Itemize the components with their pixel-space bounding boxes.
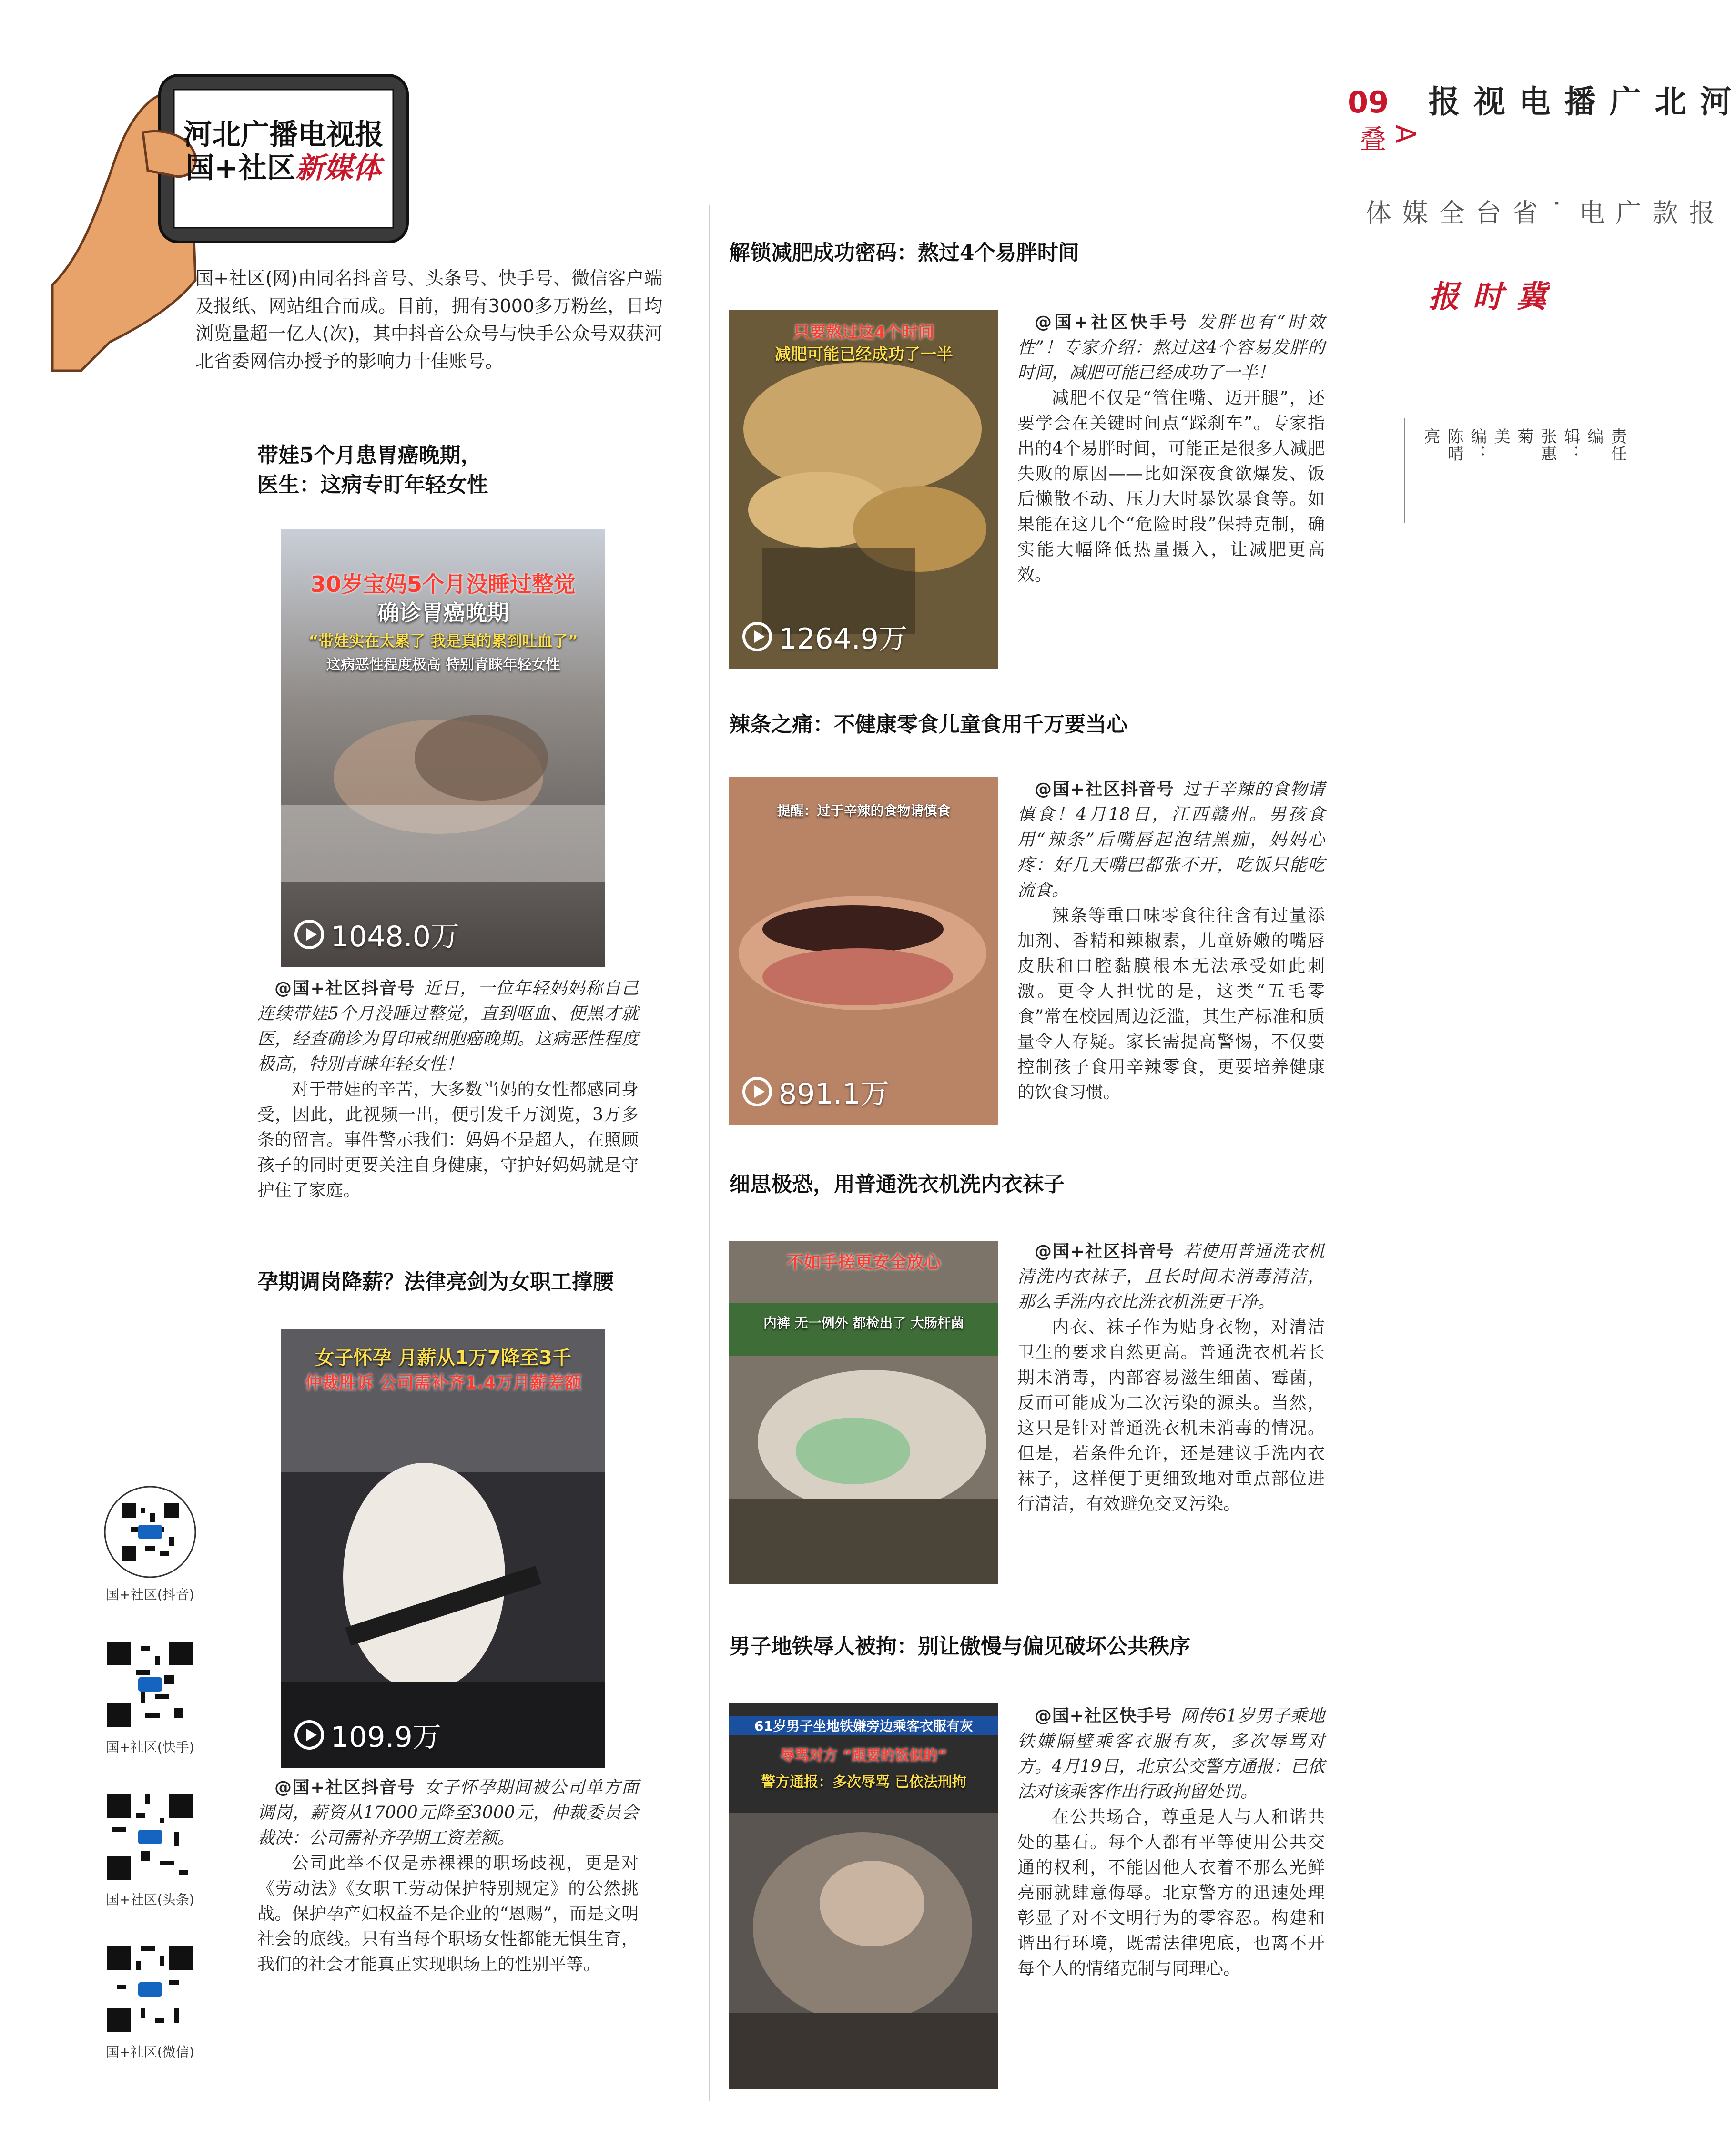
brand-line-2a: 国+社区 — [185, 152, 296, 185]
article-6-video-thumbnail[interactable] — [729, 1703, 998, 2089]
article-3-video-thumbnail[interactable] — [729, 310, 998, 669]
view-count — [294, 914, 459, 955]
column-divider — [709, 205, 710, 2101]
qr-code-icon — [102, 1789, 198, 1885]
thumbnail-title-1: 只要熬过这4个时间 — [793, 323, 934, 342]
thumbnail-image — [729, 1241, 998, 1584]
article-4-video-thumbnail[interactable] — [729, 777, 998, 1125]
thumbnail-subtitle-1: “带娃实在太累了 我是真的累到吐血了” — [308, 632, 578, 650]
view-count-text: 1048.0万 — [331, 920, 459, 953]
thumbnail-title-1: 30岁宝妈5个月没睡过整觉 — [310, 571, 576, 597]
page-number: 09 — [1348, 85, 1389, 120]
article-2-video-thumbnail[interactable] — [281, 1329, 605, 1768]
article-6-paragraph: 在公共场合，尊重是人与人和谐共处的基石。每个人都有平等使用公共交通的权利，不能因他人衣着不那么光鲜亮丽就肆意侮辱。北京警方的迅速处理彰显了对不文明行为的零容忍。构建和谐出行环境，既需法律兜底，也离不开每个人的情绪克制与同理心。 — [1017, 1807, 1325, 1978]
qr-toutiao[interactable] — [102, 1789, 200, 1908]
view-count-text: 1264.9万 — [779, 622, 907, 656]
view-count — [742, 1071, 889, 1112]
column-label: A叠 — [1355, 125, 1421, 153]
thumbnail-title-2: 确诊胃癌晚期 — [377, 600, 509, 626]
article-2-source: @国+社区抖音号 — [274, 1778, 416, 1797]
article-1-lead: 近日，一位年轻妈妈称自己连续带娃5个月没睡过整觉，直到呕血、便黑才就医，经查确诊为胃印戒细胞癌晚期。这病恶性程度极高，特别青睐年轻女性！ — [257, 979, 639, 1074]
intro-text: 国+社区(网)由同名抖音号、头条号、快手号、微信客户端及报纸、网站组合而成。目前，拥有3000多万粉丝，日均浏览量超一亿人(次)，其中抖音公众号与快手公众号双获河北省委网信办授予的影响力十佳账号。 — [195, 268, 662, 372]
thumbnail-title-2: 内裤 无一例外 都检出了 大肠杆菌 — [763, 1315, 964, 1331]
qr-code-icon — [102, 1637, 198, 1732]
article-6-headline: 男子地铁辱人被拘：别让傲慢与偏见破坏公共秩序 — [729, 1634, 1190, 1659]
article-3-paragraph: 减肥不仅是“管住嘴、迈开腿”，还要学会在关键时间点“踩刹车”。专家指出的4个易胖时间，可能正是很多人减肥失败的原因——比如深夜食欲爆发、饭后懒散不动、压力大时暴饮暴食等。如果能在这几个“危险时段”保持克制，确实能大幅降低热量摄入，让减肥更高效。 — [1017, 388, 1325, 585]
play-icon — [742, 1077, 772, 1106]
qr-label: 国+社区(微信) — [106, 2044, 194, 2060]
qr-kuaishou[interactable] — [102, 1637, 200, 1756]
qr-wechat[interactable] — [102, 1942, 200, 2061]
article-3-headline: 解锁减肥成功密码：熬过4个易胖时间 — [729, 241, 1079, 265]
article-5-source: @国+社区抖音号 — [1035, 1242, 1175, 1261]
qr-label: 国+社区(头条) — [106, 1892, 194, 1907]
article-5-paragraph: 内衣、袜子作为贴身衣物，对清洁卫生的要求自然更高。普通洗衣机若长期未消毒，内部容易滋生细菌、霉菌，反而可能成为二次污染的源头。当然，这只是针对普通洗衣机未消毒的情况。但是，若条件允许，还是建议手洗内衣袜子，这样便于更细致地对重点部位进行清洁，有效避免交叉污染。 — [1017, 1318, 1325, 1514]
thumbnail-title-1: 提醒：过于辛辣的食物请慎食 — [777, 803, 951, 819]
view-count — [742, 616, 907, 657]
article-1-body — [257, 976, 639, 1203]
qr-code-icon — [102, 1942, 198, 2037]
article-3-body — [1017, 310, 1325, 588]
brand-line-2b: 新媒体 — [295, 152, 382, 185]
thumbnail-title-1: 61岁男子坐地铁嫌旁边乘客衣服有灰 — [729, 1716, 998, 1735]
play-icon — [294, 920, 324, 949]
thumbnail-image — [281, 1329, 605, 1768]
article-1-source: @国+社区抖音号 — [274, 979, 416, 998]
thumbnail-title-1: 不如手搓更安全放心 — [786, 1253, 941, 1272]
view-count — [294, 1714, 441, 1755]
article-5-lead: 若使用普通洗衣机清洗内衣袜子，且长时间未消毒清洁，那么手洗内衣比洗衣机洗更干净。 — [1017, 1242, 1325, 1312]
qr-label: 国+社区(抖音) — [106, 1587, 194, 1602]
article-4-lead: 过于辛辣的食物请慎食！4月18日，江西赣州。男孩食用“辣条”后嘴唇起泡结黑痂，妈妈心疼：好几天嘴巴都张不开，吃饭只能吃流食。 — [1017, 780, 1325, 900]
thumbnail-title-2: 辱骂对方 “跟要的饭似的” — [780, 1747, 947, 1764]
article-3-source: @国+社区快手号 — [1035, 313, 1189, 332]
article-5-video-thumbnail[interactable] — [729, 1241, 998, 1584]
play-icon — [742, 622, 772, 651]
article-6-source: @国+社区快手号 — [1035, 1706, 1172, 1726]
article-2-headline: 孕期调岗降薪？法律亮剑为女职工撑腰 — [257, 1270, 614, 1294]
thumbnail-title-1: 女子怀孕 月薪从1万7降至3千 — [315, 1347, 571, 1369]
article-4-body — [1017, 777, 1325, 1105]
article-6-lead: 网传61岁男子乘地铁嫌隔壁乘客衣服有灰，多次辱骂对方。4月19日，北京公交警方通报：已依法对该乘客作出行政拘留处罚。 — [1017, 1706, 1325, 1802]
brand-line-1: 河北广播电视报 — [183, 118, 384, 152]
article-2-body — [257, 1775, 639, 1977]
qr-label: 国+社区(快手) — [106, 1739, 194, 1755]
article-5-headline: 细思极恐，用普通洗衣机洗内衣袜子 — [729, 1172, 1065, 1196]
article-6-body — [1017, 1703, 1325, 1981]
paper-calligraphy: 冀时报 — [1423, 280, 1547, 311]
article-1-video-thumbnail[interactable] — [281, 529, 605, 967]
article-1-headline: 带娃5个月患胃癌晚期， 医生：这病专盯年轻女性 — [257, 443, 488, 497]
thumbnail-title-2: 减肥可能已经成功了一半 — [774, 345, 953, 364]
thumbnail-subtitle-2: 这病恶性程度极高 特别青睐年轻女性 — [326, 657, 560, 673]
paper-name: 河北广播电视报 — [1423, 85, 1732, 117]
play-icon — [294, 1720, 324, 1750]
article-4-source: @国+社区抖音号 — [1035, 780, 1175, 799]
masthead-subtitle: 报款广电·省台全媒体 — [1361, 199, 1715, 228]
thumbnail-title-2: 仲裁胜诉 公司需补齐1.4万月薪差额 — [305, 1373, 582, 1393]
view-count-text: 109.9万 — [331, 1721, 441, 1754]
thumbnail-title-3: 警方通报：多次辱骂 已依法刑拘 — [761, 1774, 966, 1791]
article-1-paragraph: 对于带娃的辛苦，大多数当妈的女性都感同身受，因此，此视频一出，便引发千万浏览，3万多条的留言。事件警示我们：妈妈不是超人，在照顾孩子的同时更要关注自身健康，守护好妈妈就是守护住了家庭。 — [257, 1080, 639, 1200]
editor-credits: 责任编辑：张惠菊 美编：陈晴亮 — [1421, 428, 1627, 462]
masthead-rule — [1404, 418, 1405, 523]
article-3-lead: 发胖也有“时效性”！专家介绍：熬过这4个容易发胖的时间，减肥可能已经成功了一半！ — [1017, 313, 1325, 383]
article-4-headline: 辣条之痛：不健康零食儿童食用千万要当心 — [729, 712, 1127, 737]
article-5-body — [1017, 1239, 1325, 1517]
qr-douyin[interactable] — [102, 1484, 200, 1603]
article-2-lead: 女子怀孕期间被公司单方面调岗，薪资从17000元降至3000元，仲裁委员会裁决：公司需补齐孕期工资差额。 — [257, 1778, 639, 1848]
view-count-text: 891.1万 — [779, 1077, 889, 1111]
article-4-paragraph: 辣条等重口味零食往往含有过量添加剂、香精和辣椒素，儿童娇嫩的嘴唇皮肤和口腔黏膜根本无法承受如此刺激。更令人担忧的是，这类“五毛零食”常在校园周边泛滥，其生产标准和质量令人存疑。家长需提高警惕，不仅要控制孩子食用辛辣零食，更要培养健康的饮食习惯。 — [1017, 906, 1325, 1102]
article-2-paragraph: 公司此举不仅是赤裸裸的职场歧视，更是对《劳动法》《女职工劳动保护特别规定》的公然挑战。保护孕产妇权益不是企业的“恩赐”，而是文明社会的底线。只有当每个职场女性都能无惧生育，我们的社会才能真正实现职场上的性别平等。 — [257, 1854, 639, 1974]
qr-code-icon — [102, 1484, 198, 1580]
